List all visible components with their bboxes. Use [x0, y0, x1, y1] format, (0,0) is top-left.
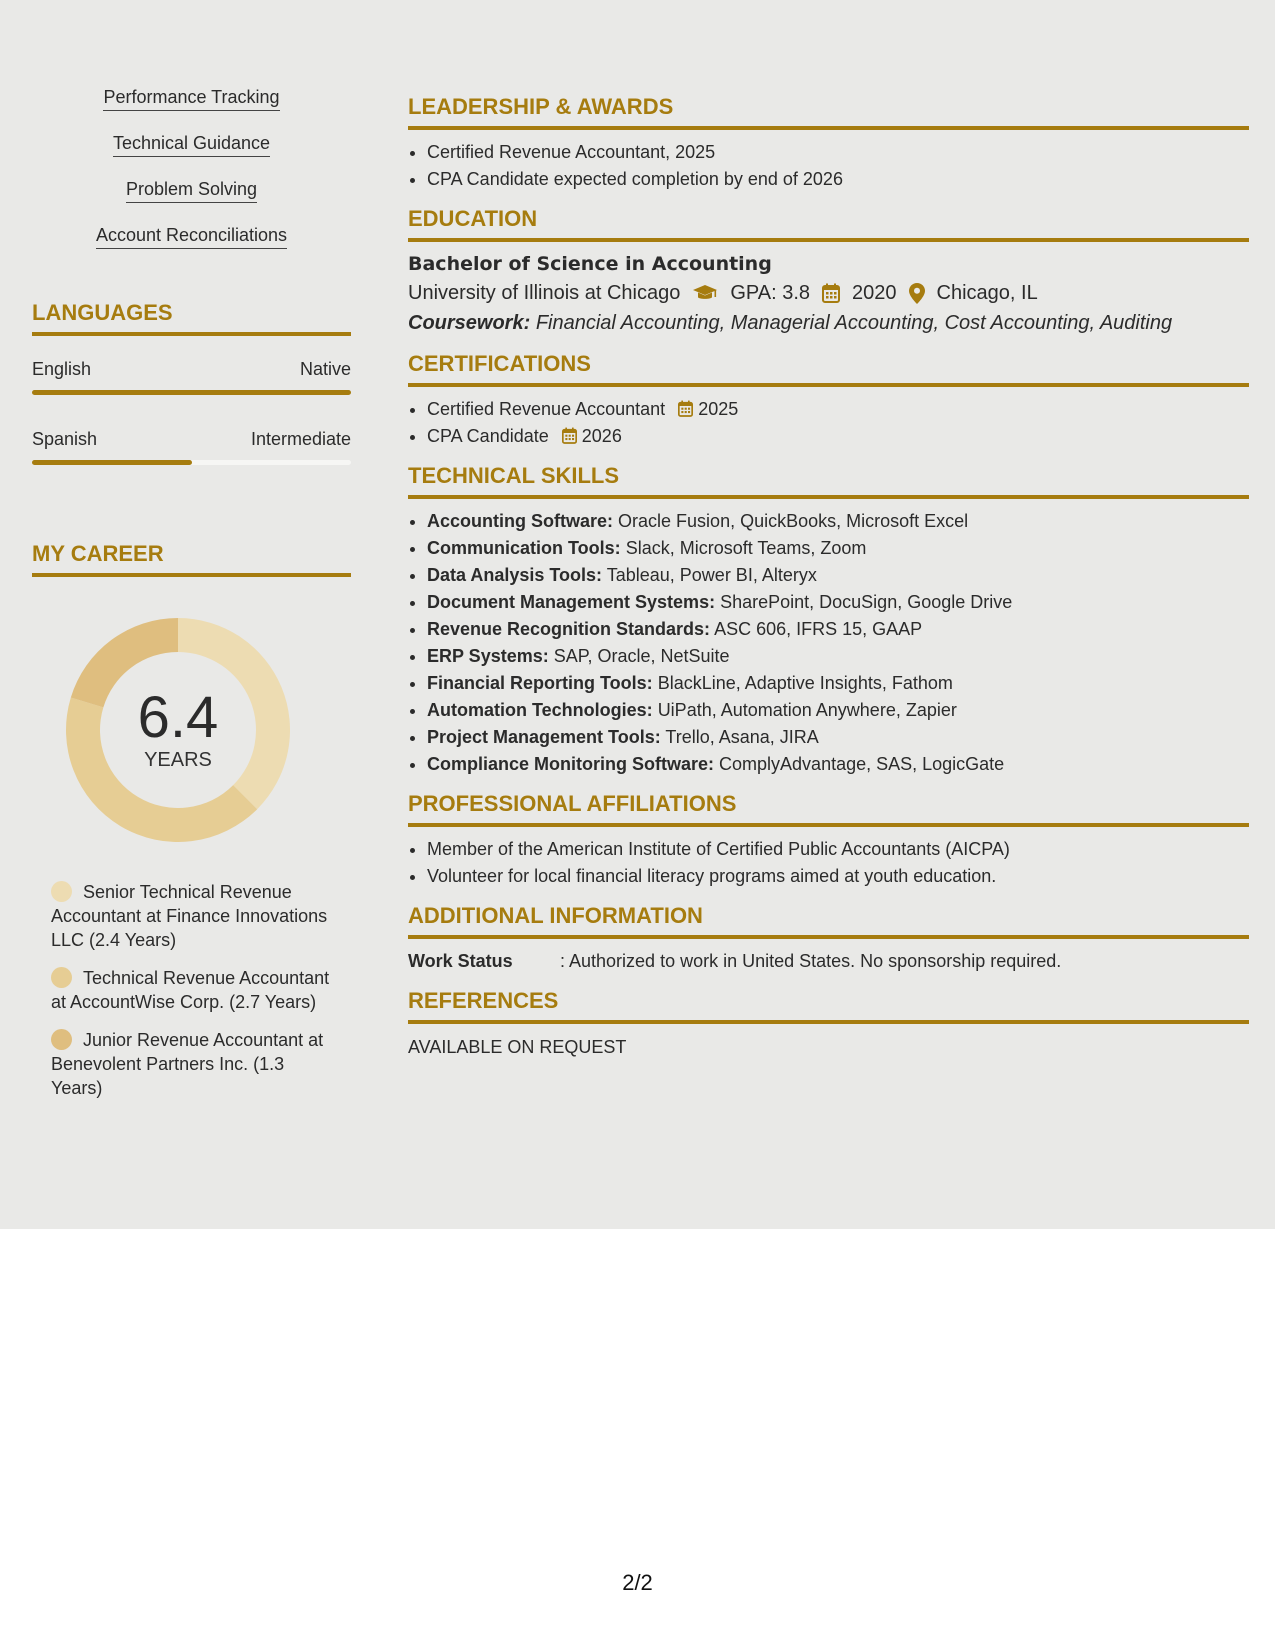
skill-list — [32, 86, 351, 270]
career-role-label: Junior Revenue Accountant at Benevolent Partners Inc. (1.3 Years) — [51, 1030, 324, 1098]
tech-skill-value: ComplyAdvantage, SAS, LogicGate — [719, 754, 1005, 774]
work-status-value: : Authorized to work in United States. No sponsorship required. — [560, 951, 1062, 971]
tech-skill-value: Oracle Fusion, QuickBooks, Microsoft Excel — [618, 511, 969, 531]
coursework-list: Financial Accounting, Managerial Accounting, Cost Accounting, Auditing — [535, 312, 1173, 334]
skill-item: Problem Solving — [126, 178, 257, 203]
right-column — [408, 94, 1249, 1074]
tech-skill-label: Financial Reporting Tools: — [427, 673, 653, 693]
certification-name: Certified Revenue Accountant — [427, 399, 666, 419]
language-english — [32, 358, 351, 395]
tech-skill-item — [427, 616, 1249, 643]
list-item: • CPA Candidate expected completion by end of 2026 — [427, 166, 1249, 193]
language-bar-fill — [32, 390, 351, 395]
tech-skill-label: Data Analysis Tools: — [427, 565, 603, 585]
career-total-unit: YEARS — [144, 749, 212, 771]
certification-item — [427, 423, 1249, 450]
references-section — [408, 988, 1249, 1061]
technical-skills-heading: TECHNICAL SKILLS — [408, 463, 1249, 499]
list-item: • Member of the American Institute of Certified Public Accountants (AICPA) — [427, 836, 1249, 863]
tech-skill-label: Compliance Monitoring Software: — [427, 754, 715, 774]
tech-skill-label: Project Management Tools: — [427, 727, 661, 747]
graduation-year: 2020 — [852, 282, 897, 304]
gpa: GPA: 3.8 — [730, 282, 811, 304]
tech-skill-value: Trello, Asana, JIRA — [665, 727, 819, 747]
tech-skill-label: Automation Technologies: — [427, 700, 653, 720]
certifications-heading: CERTIFICATIONS — [408, 351, 1249, 387]
language-name: Spanish — [32, 429, 98, 449]
leadership-heading: LEADERSHIP & AWARDS — [408, 94, 1249, 130]
additional-info-section — [408, 903, 1249, 975]
career-section — [32, 541, 351, 577]
education-section — [408, 206, 1249, 338]
legend-dot-icon — [51, 967, 72, 988]
language-level: Native — [299, 359, 351, 379]
language-bar — [32, 460, 351, 465]
tech-skill-value: SAP, Oracle, NetSuite — [553, 646, 730, 666]
work-status-label: Work Status — [408, 951, 513, 971]
page-number: 2/2 — [622, 1570, 653, 1595]
tech-skill-label: ERP Systems: — [427, 646, 549, 666]
tech-skill-label: Revenue Recognition Standards: — [427, 619, 711, 639]
tech-skill-label: Accounting Software: — [427, 511, 614, 531]
languages-section — [32, 300, 351, 336]
affiliations-section — [408, 791, 1249, 890]
certification-year: 2025 — [698, 399, 739, 419]
tech-skill-label: Document Management Systems: — [427, 592, 716, 612]
references-heading: REFERENCES — [408, 988, 1249, 1024]
career-total-years: 6.4 — [137, 685, 219, 750]
language-spanish — [32, 428, 351, 465]
tech-skill-item — [427, 562, 1249, 589]
list-item: • Certified Revenue Accountant, 2025 — [427, 139, 1249, 166]
tech-skill-value: Tableau, Power BI, Alteryx — [606, 565, 817, 585]
tech-skill-value: Slack, Microsoft Teams, Zoom — [625, 538, 867, 558]
language-name: English — [32, 359, 92, 379]
donut-center — [66, 618, 290, 842]
career-legend-item — [51, 880, 331, 952]
skill-item: Performance Tracking — [103, 86, 279, 111]
tech-skill-item — [427, 535, 1249, 562]
languages-heading: LANGUAGES — [32, 300, 351, 336]
tech-skill-value: BlackLine, Adaptive Insights, Fathom — [657, 673, 953, 693]
language-level: Intermediate — [250, 429, 351, 449]
work-status-row — [408, 948, 1249, 975]
education-heading: EDUCATION — [408, 206, 1249, 242]
calendar-icon — [678, 399, 693, 419]
career-role-label: Senior Technical Revenue Accountant at Finance Innovations LLC (2.4 Years) — [51, 882, 328, 950]
tech-skill-item — [427, 508, 1249, 535]
list-item: • Volunteer for local financial literacy programs aimed at youth education. — [427, 863, 1249, 890]
school-location: Chicago, IL — [936, 282, 1038, 304]
legend-dot-icon — [51, 881, 72, 902]
references-text: AVAILABLE ON REQUEST — [408, 1037, 627, 1057]
tech-skill-item — [427, 724, 1249, 751]
location-pin-icon — [909, 283, 925, 304]
career-donut-chart — [66, 618, 290, 842]
career-legend — [51, 880, 331, 1114]
education-details — [408, 278, 1249, 308]
coursework-label: Coursework: — [408, 312, 531, 334]
graduation-cap-icon — [692, 284, 718, 302]
coursework — [408, 308, 1249, 338]
leadership-section — [408, 94, 1249, 193]
calendar-icon — [562, 426, 577, 446]
career-heading: MY CAREER — [32, 541, 351, 577]
affiliations-heading: PROFESSIONAL AFFILIATIONS — [408, 791, 1249, 827]
calendar-icon — [822, 283, 840, 303]
certification-name: CPA Candidate — [427, 426, 549, 446]
tech-skill-value: UiPath, Automation Anywhere, Zapier — [657, 700, 957, 720]
tech-skill-label: Communication Tools: — [427, 538, 621, 558]
career-legend-item — [51, 1028, 331, 1100]
tech-skill-item — [427, 697, 1249, 724]
certification-year: 2026 — [581, 426, 622, 446]
tech-skill-value: SharePoint, DocuSign, Google Drive — [720, 592, 1013, 612]
skill-item: Technical Guidance — [113, 132, 270, 157]
tech-skill-item — [427, 751, 1249, 778]
technical-skills-section — [408, 463, 1249, 778]
skill-item: Account Reconciliations — [96, 224, 287, 249]
language-bar — [32, 390, 351, 395]
tech-skill-item — [427, 589, 1249, 616]
tech-skill-value: ASC 606, IFRS 15, GAAP — [714, 619, 923, 639]
tech-skill-item — [427, 670, 1249, 697]
school-name: University of Illinois at Chicago — [408, 282, 681, 304]
additional-info-heading: ADDITIONAL INFORMATION — [408, 903, 1249, 939]
legend-dot-icon — [51, 1029, 72, 1050]
career-role-label: Technical Revenue Accountant at AccountWise Corp. (2.7 Years) — [51, 968, 330, 1012]
certification-item — [427, 396, 1249, 423]
career-legend-item — [51, 966, 331, 1014]
degree-title: Bachelor of Science in Accounting — [408, 253, 772, 275]
certifications-section — [408, 351, 1249, 450]
language-bar-fill — [32, 460, 192, 465]
tech-skill-item — [427, 643, 1249, 670]
